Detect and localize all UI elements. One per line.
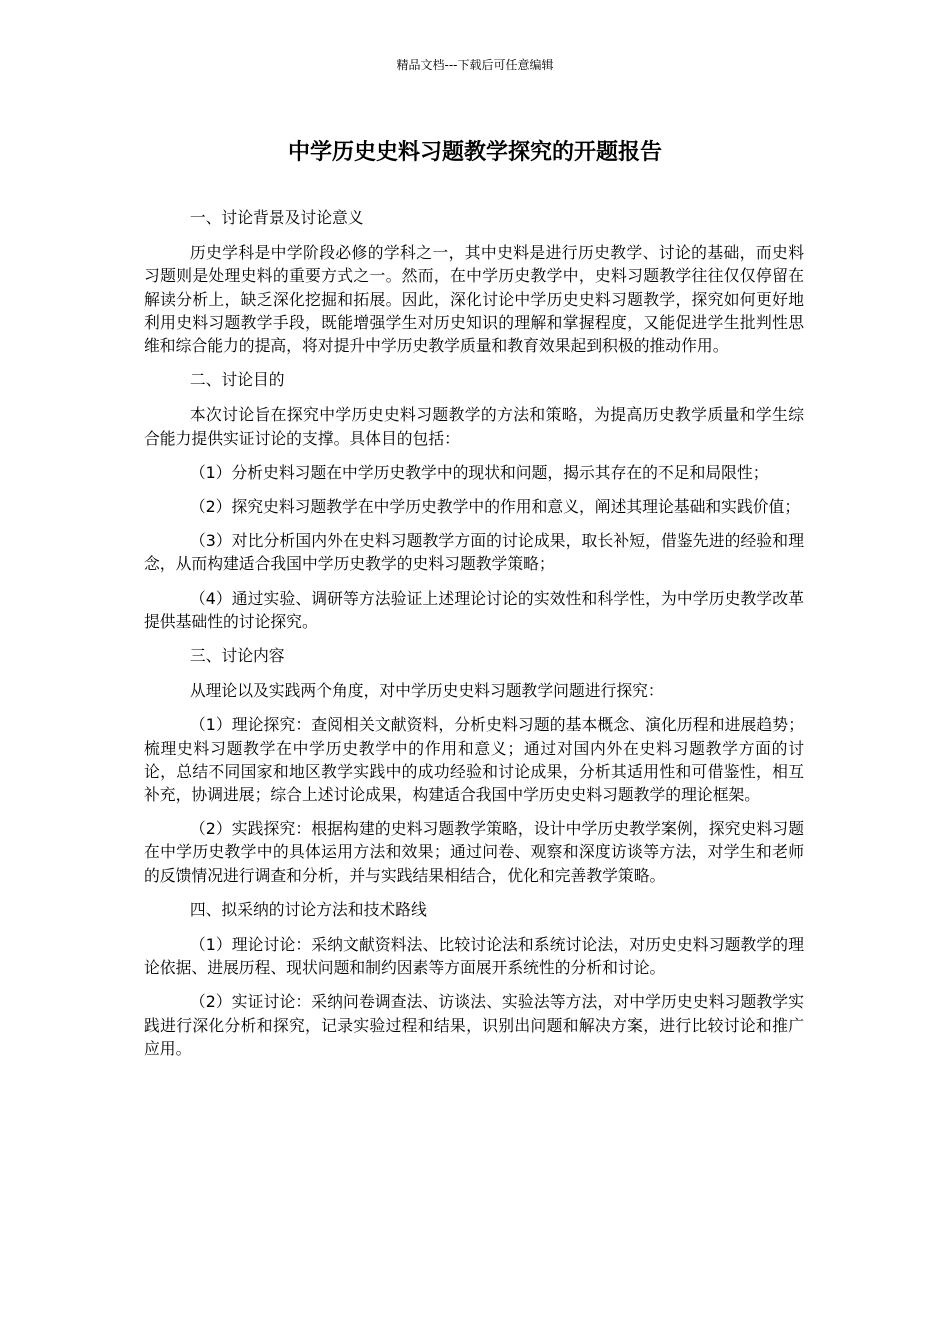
section-heading-purpose: 二、讨论目的 <box>189 370 285 390</box>
document-title: 中学历史史料习题教学探究的开题报告 <box>287 140 662 165</box>
page-header-note: 精品文档---下载后可任意编辑 <box>396 58 554 72</box>
body-paragraph: 从理论以及实践两个角度，对中学历史史料习题教学问题进行探究： <box>189 681 664 701</box>
list-item: （2）实证讨论：采纳问卷调查法、访谈法、实验法等方法，对中学历史史料习题教学实践进行深化分析和探究，记录实验过程和结果，识别出问题和解决方案，进行比较讨论和推广应用。 <box>144 992 804 1058</box>
list-item: （1）分析史料习题在中学历史教学中的现状和问题，揭示其存在的不足和局限性； <box>189 462 769 482</box>
section-heading-content: 三、讨论内容 <box>189 646 285 666</box>
list-item: （2）实践探究：根据构建的史料习题教学策略，设计中学历史教学案例，探究史料习题在中学历史教学中的具体运用方法和效果；通过问卷、观察和深度访谈等方法，对学生和老师的反馈情况进行调查和分析，并与实践结果相结合，优化和完善教学策略。 <box>144 819 804 885</box>
section-heading-methods: 四、拟采纳的讨论方法和技术路线 <box>189 899 427 919</box>
list-item: （1）理论探究：查阅相关文献资料，分析史料习题的基本概念、演化历程和进展趋势；梳理史料习题教学在中学历史教学中的作用和意义；通过对国内外在史料习题教学方面的讨论，总结不同国家和地区教学实践中的成功经验和讨论成果，分析其适用性和可借鉴性，相互补充，协调进展；综合上述讨论成果，构建适合我国中学历史史料习题教学的理论框架。 <box>144 715 804 805</box>
body-paragraph: 本次讨论旨在探究中学历史史料习题教学的方法和策略，为提高历史教学质量和学生综合能力提供实证讨论的支撑。具体目的包括： <box>144 405 804 448</box>
document-body <box>144 206 804 1071</box>
list-item: （4）通过实验、调研等方法验证上述理论讨论的实效性和科学性，为中学历史教学改革提供基础性的讨论探究。 <box>144 588 804 631</box>
section-heading-background: 一、讨论背景及讨论意义 <box>189 208 364 227</box>
list-item: （3）对比分析国内外在史料习题教学方面的讨论成果，取长补短，借鉴先进的经验和理念，从而构建适合我国中学历史教学的史料习题教学策略； <box>144 531 804 574</box>
list-item: （1）理论讨论：采纳文献资料法、比较讨论法和系统讨论法，对历史史料习题教学的理论依据、进展历程、现状问题和制约因素等方面展开系统性的分析和讨论。 <box>144 935 804 978</box>
body-paragraph: 历史学科是中学阶段必修的学科之一，其中史料是进行历史教学、讨论的基础，而史料习题则是处理史料的重要方式之一。然而，在中学历史教学中，史料习题教学往往仅仅停留在解读分析上，缺乏深化挖掘和拓展。因此，深化讨论中学历史史料习题教学，探究如何更好地利用史料习题教学手段，既能增强学生对历史知识的理解和掌握程度，又能促进学生批判性思维和综合能力的提高，将对提升中学历史教学质量和教育效果起到积极的推动作用。 <box>144 243 804 356</box>
list-item: （2）探究史料习题教学在中学历史教学中的作用和意义，阐述其理论基础和实践价值； <box>189 497 801 517</box>
